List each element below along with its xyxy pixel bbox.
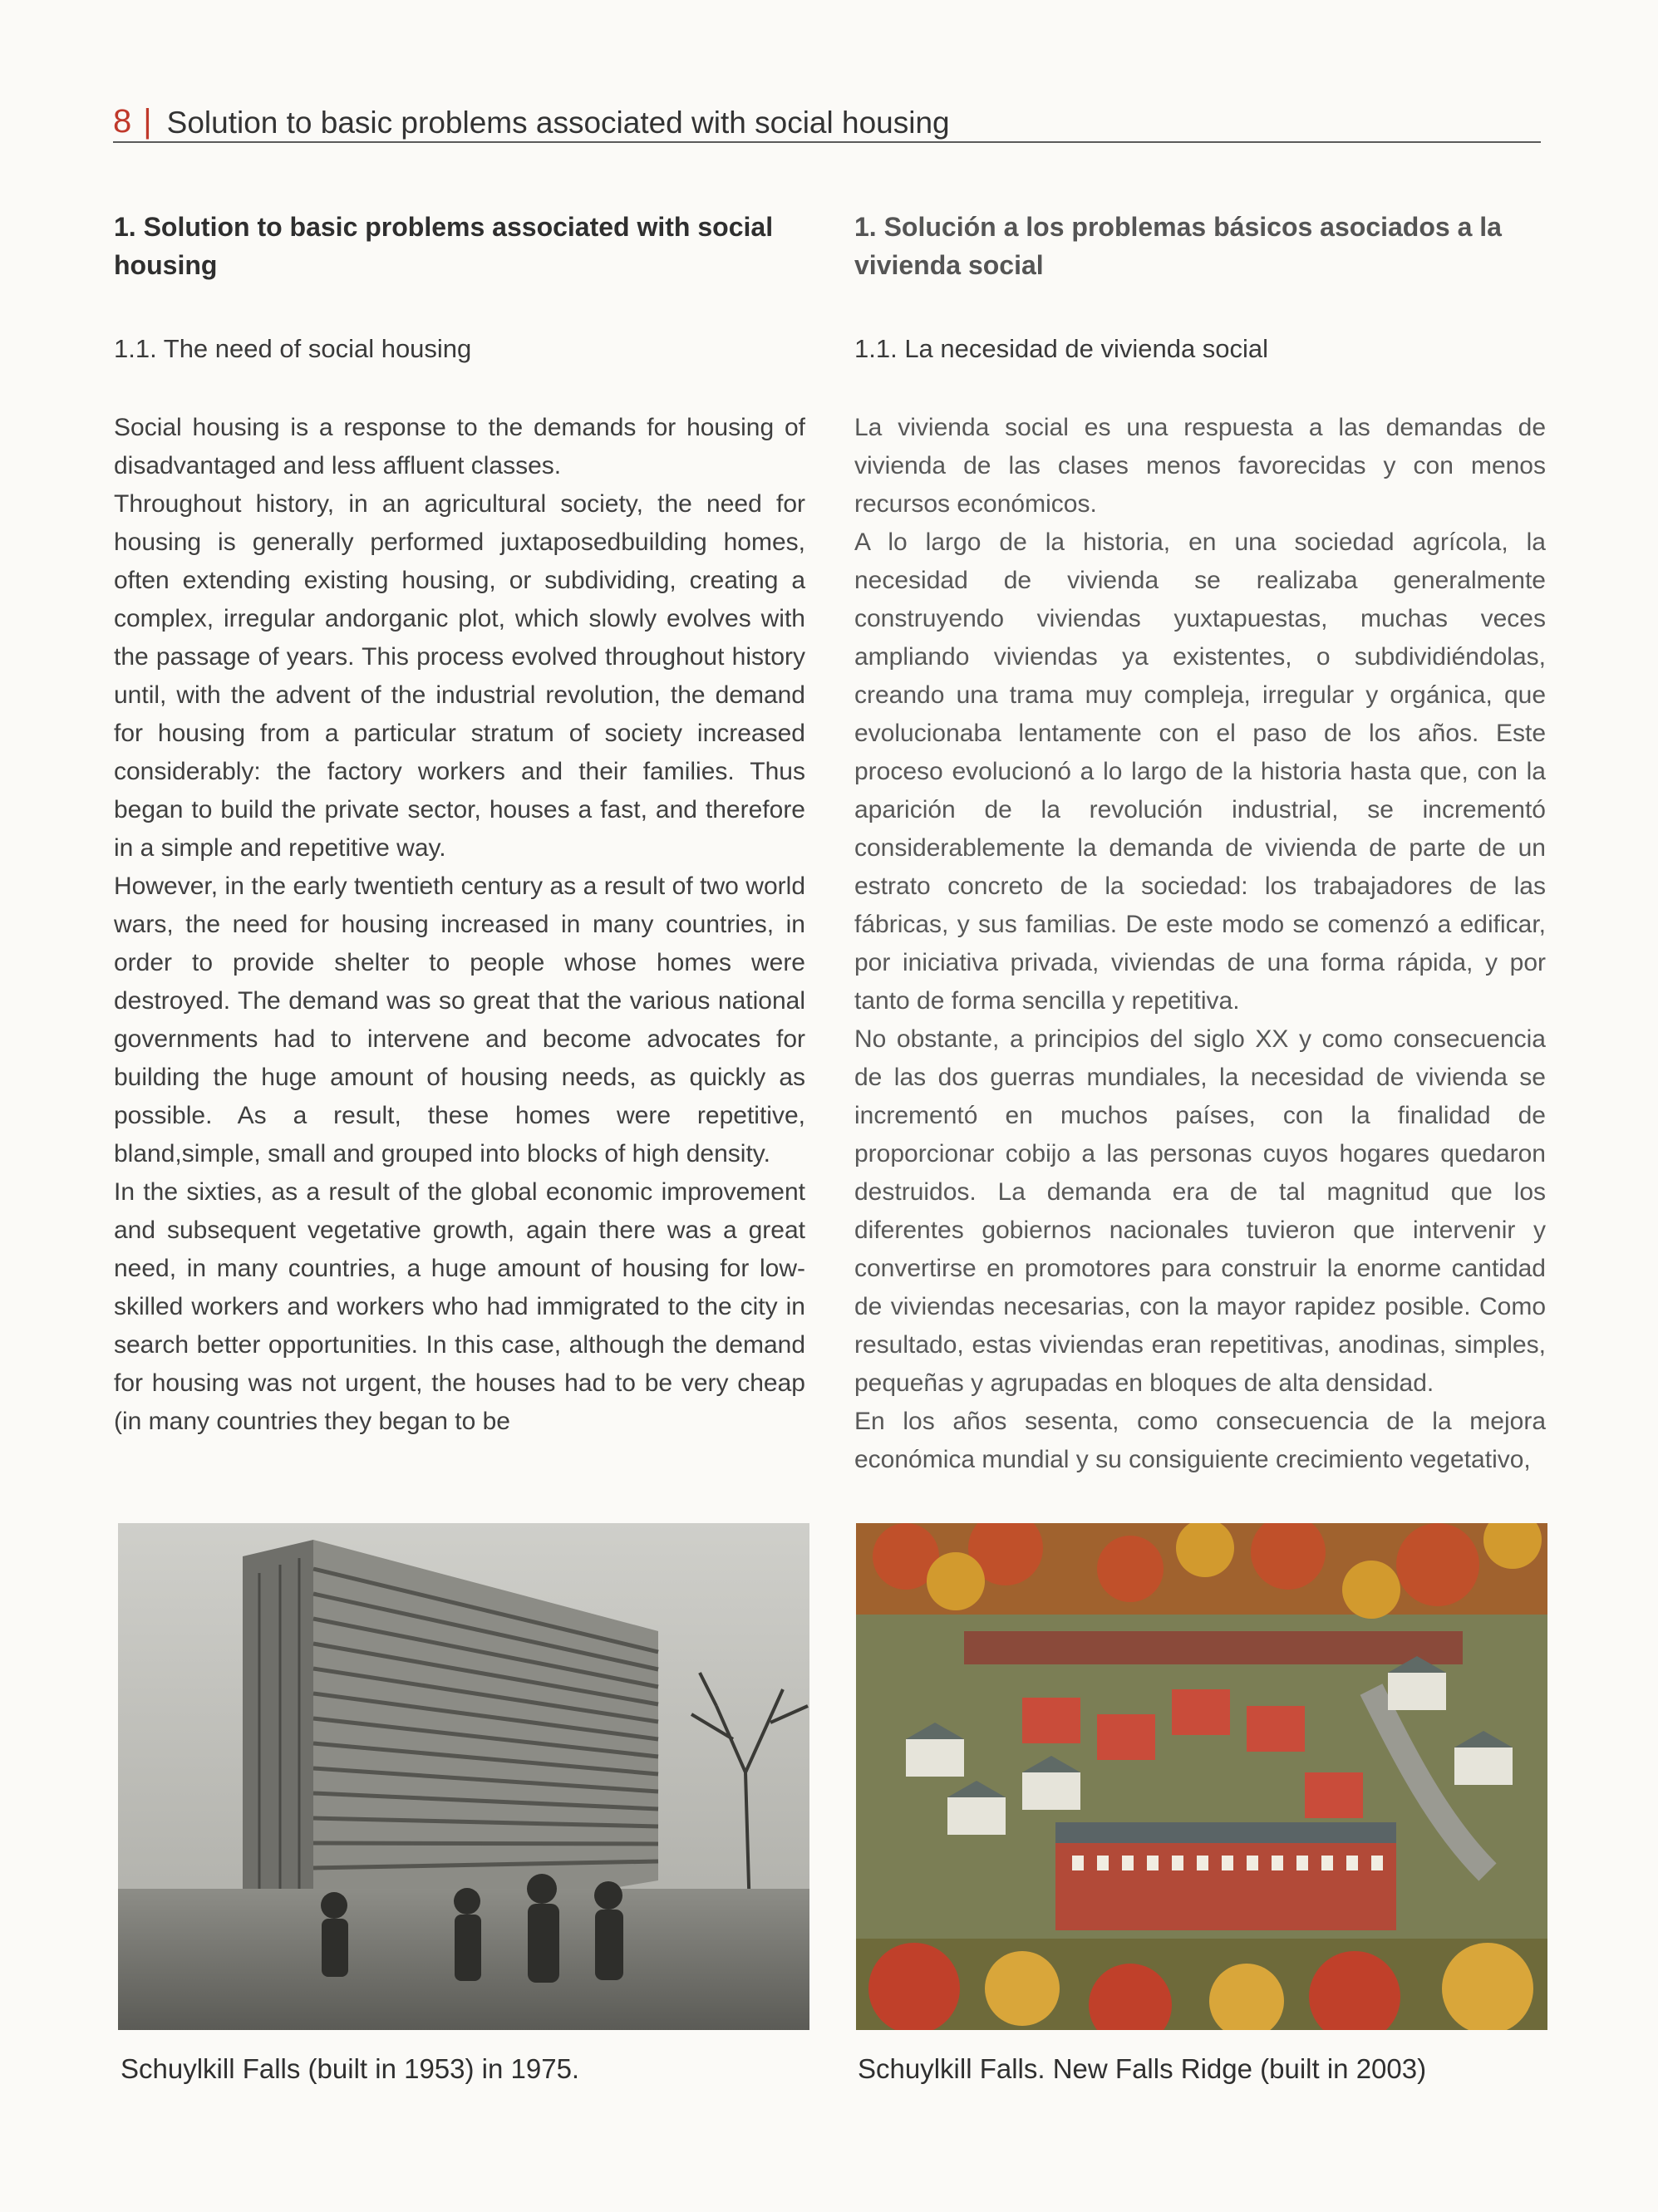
running-title: Solution to basic problems associated with social housing [166,106,950,140]
english-paragraph: In the sixties, as a result of the global economic improvement and subsequent vegetative growth, again there was a great need, in many countries, a huge amount of housing for low-skilled workers and workers who had immigrated to the city in search better opportunities. In this case, although the demand for housing was not urgent, the houses had to be very cheap (in many countries they began to be [114,1178,805,1435]
figure-caption-right: Schuylkill Falls. New Falls Ridge (built in 2003) [858,2053,1427,2084]
header-separator: | [143,103,152,140]
spanish-paragraph: No obstante, a principios del siglo XX y como consecuencia de las dos guerras mundiales, la necesidad de vivienda se incrementó en muchos países, con la finalidad de proporcionar cobijo a las personas cuyos hogares quedaron destruidos. La demanda era de tal magnitud que los diferentes gobiernos nacionales tuvieron que intervenir y convertirse en promotores para construir la enorme cantidad de viviendas necesarias, con la mayor rapidez posible. Como resultado, estas viviendas eran repetitivas, anodinas, simples, pequeñas y agrupadas en bloques de alta densidad. [854,1025,1546,1397]
spanish-body [854,409,1546,1479]
spanish-column [854,208,1546,1479]
spanish-paragraph: En los años sesenta, como consecuencia de la mejora económica mundial y su consiguiente crecimiento vegetativo, [854,1408,1546,1473]
english-heading: 1. Solution to basic problems associated with social housing [114,212,774,280]
spanish-subheading: 1.1. La necesidad de vivienda social [854,334,1269,363]
english-subheading: 1.1. The need of social housing [114,334,472,363]
english-paragraph: Throughout history, in an agricultural society, the need for housing is generally performed juxtaposedbuilding homes, often extending existing housing, or subdividing, creating a complex, irregular andorganic plot, which slowly evolves with the passage of years. This process evolved throughout history until, with the advent of the industrial revolution, the demand for housing from a particular stratum of society increased considerably: the factory workers and their families. Thus began to build the private sector, houses a fast, and therefore in a simple and repetitive way. [114,490,805,862]
highrise-photo-illustration [118,1523,809,2030]
english-column [114,208,805,1441]
english-paragraph: Social housing is a response to the demands for housing of disadvantaged and less affluent classes. [114,414,805,479]
page-number: 8 [113,103,132,140]
figure-caption-left: Schuylkill Falls (built in 1953) in 1975. [121,2053,580,2084]
running-header [113,100,1541,143]
photo-schuylkill-falls-1975 [118,1523,809,2030]
english-body [114,409,805,1441]
spanish-heading: 1. Solución a los problemas básicos asociados a la vivienda social [854,212,1502,280]
aerial-photo-illustration [856,1523,1547,2030]
spanish-paragraph: La vivienda social es una respuesta a las demandas de vivienda de las clases menos favorecidas y con menos recursos económicos. [854,414,1546,518]
spanish-paragraph: A lo largo de la historia, en una sociedad agrícola, la necesidad de vivienda se realizaba generalmente construyendo viviendas yuxtapuestas, muchas veces ampliando viviendas ya existentes, o subdividiéndolas, creando una trama muy compleja, irregular y orgánica, que evolucionaba lentamente con el paso de los años. Este proceso evolucionó a lo largo de la historia hasta que, con la aparición de la revolución industrial, se incrementó considerablemente la demanda de vivienda de parte de un estrato concreto de la sociedad: los trabajadores de las fábricas, y sus familias. De este modo se comenzó a edificar, por iniciativa privada, viviendas de una forma rápida, y por tanto de forma sencilla y repetitiva. [854,528,1546,1015]
english-paragraph: However, in the early twentieth century as a result of two world wars, the need for housing increased in many countries, in order to provide shelter to people whose homes were destroyed. The demand was so great that the various national governments had to intervene and become advocates for building the huge amount of housing needs, as quickly as possible. As a result, these homes were repetitive, bland,simple, small and grouped into blocks of high density. [114,873,805,1167]
photo-new-falls-ridge [856,1523,1547,2030]
